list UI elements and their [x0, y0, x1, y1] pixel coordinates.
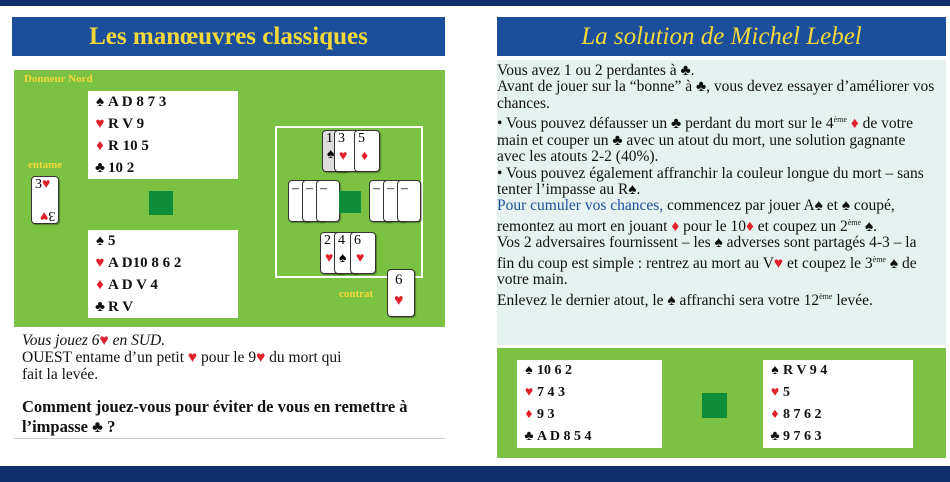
solution-paragraph: commencez par jouer A♠ et ♠ coupé, remontez au mort en jouant ♦ pour le 10♦ et coupez un 2ème ♠. [497, 197, 895, 235]
card-rank: – [306, 181, 313, 196]
heart-icon: ♥ [187, 349, 198, 366]
heart-icon: ♥ [256, 349, 266, 366]
trick-center [339, 191, 361, 213]
solution-highlight: Pour cumuler vos chances, [497, 197, 664, 215]
lead-description-2: pour le 9 [200, 349, 257, 366]
west-hearts: 7 4 3 [537, 385, 565, 400]
heart-icon: ♥ [325, 251, 334, 266]
club-icon: ♣ [95, 160, 105, 176]
club-icon: ♣ [524, 429, 534, 444]
card-rank: – [320, 181, 327, 196]
left-intro [22, 332, 442, 383]
lead-description-1: OUEST entame d’un petit [22, 349, 185, 366]
solution-paragraph: Avant de jouer sur la “bonne” à ♣, vous devez essayer d’améliorer vos chances. [497, 78, 935, 112]
table-center [149, 191, 173, 215]
intro-text-2: en SUD. [112, 332, 166, 349]
heart-icon: ♥ [95, 255, 105, 271]
card-rank: 1 [326, 131, 333, 146]
solution-paragraph: Vos 2 adversaires fournissent – les ♠ adverses sont partagés 4-3 – la fin du coup est simple : rentrez au mort au V♥ et coupez le 3ème ♠ de votre main. [497, 234, 917, 289]
south-hearts: A D10 8 6 2 [108, 255, 182, 271]
heart-icon: ♥ [356, 251, 365, 266]
heart-icon: ♥ [524, 385, 534, 400]
solution-paragraph: Vous avez 1 ou 2 perdantes à ♣. [497, 62, 695, 79]
left-deal-area [14, 70, 445, 327]
west-hand [517, 360, 662, 448]
top-band [0, 0, 950, 6]
north-clubs: 10 2 [108, 160, 135, 176]
west-spades: 10 6 2 [537, 363, 572, 378]
trick-west-card [316, 180, 340, 222]
solution-paragraph: • Vous pouvez également affranchir la couleur longue du mort – sans tenter l’impasse au R♠. [497, 164, 924, 198]
solution-paragraph: Enlevez le dernier atout, le ♠ affranchi sera votre 12ème levée. [497, 291, 873, 309]
east-clubs: 9 7 6 3 [783, 429, 822, 444]
north-hand [88, 91, 238, 179]
contract-card-rank: 6 [395, 272, 403, 288]
question-text: Comment jouez-vous pour éviter de vous en remettre à l’impasse ♣ ? [22, 397, 408, 436]
east-spades: R V 9 4 [783, 363, 828, 378]
south-diamonds: A D V 4 [108, 277, 158, 293]
north-diamonds: R 10 5 [108, 138, 149, 154]
heart-icon: ♥ [339, 149, 348, 164]
club-icon: ♣ [95, 299, 105, 315]
card-rank: 5 [358, 131, 365, 146]
card-rank: – [292, 181, 299, 196]
intro-text-1: Vous jouez 6 [22, 332, 100, 349]
heart-icon: ♥ [95, 116, 105, 132]
contract-label: contrat [339, 288, 374, 300]
heart-icon: ♥ [39, 208, 48, 223]
left-title: Les manœuvres classiques [12, 17, 445, 56]
east-hand [763, 360, 913, 448]
club-icon: ♣ [770, 429, 780, 444]
lead-card-rank: 3 [35, 177, 42, 192]
bottom-band [0, 466, 950, 482]
lead-description-4: fait la levée. [22, 366, 99, 383]
solution-paragraph: • Vous pouvez défausser un ♣ perdant du mort sur le 4ème ♦ de votre main et couper un ♣ avec un atout du mort, une solution gagnante avec les atouts 2-2 (40%). [497, 115, 913, 166]
contract-card [387, 269, 415, 317]
east-hearts: 5 [783, 385, 790, 400]
trick-south-card [350, 232, 376, 274]
solution-text [497, 63, 937, 309]
diamond-icon: ♦ [361, 149, 369, 164]
diamond-icon: ♦ [96, 138, 104, 154]
card-rank: – [387, 181, 394, 196]
east-diamonds: 8 7 6 2 [783, 407, 822, 422]
dealer-label: Donneur Nord [24, 73, 93, 85]
spade-icon: ♠ [339, 251, 347, 266]
right-title: La solution de Michel Lebel [497, 17, 946, 56]
south-hand [88, 230, 238, 318]
west-diamonds: 9 3 [537, 407, 555, 422]
spade-icon: ♠ [327, 147, 335, 162]
heart-icon: ♥ [394, 292, 404, 309]
heart-icon: ♥ [99, 332, 109, 349]
spade-icon: ♠ [96, 233, 104, 249]
card-rank: 2 [324, 233, 331, 248]
spade-icon: ♠ [771, 363, 779, 378]
spade-icon: ♠ [525, 363, 533, 378]
card-rank: – [373, 181, 380, 196]
diamond-icon: ♦ [771, 407, 779, 422]
card-rank: 3 [338, 131, 345, 146]
lead-label: entame [28, 159, 63, 171]
diamond-icon: ♦ [525, 407, 533, 422]
north-spades: A D 8 7 3 [108, 94, 167, 110]
left-divider [14, 438, 445, 439]
west-clubs: A D 8 5 4 [537, 429, 592, 444]
lead-description-3: du mort qui [269, 349, 342, 366]
north-hearts: R V 9 [108, 116, 145, 132]
lead-card [31, 176, 59, 224]
card-rank: 4 [338, 233, 345, 248]
card-rank: – [401, 181, 408, 196]
trick-north-card [354, 130, 380, 172]
trick-east-card [397, 180, 421, 222]
right-deal-area [497, 348, 946, 458]
spade-icon: ♠ [96, 94, 104, 110]
heart-icon: ♥ [42, 177, 51, 192]
lead-card-rank-inverted: 3 [48, 208, 55, 223]
diamond-icon: ♦ [96, 277, 104, 293]
card-rank: 6 [354, 233, 361, 248]
table-center [702, 393, 727, 418]
heart-icon: ♥ [770, 385, 780, 400]
south-clubs: R V [108, 299, 134, 315]
south-spades: 5 [108, 233, 116, 249]
